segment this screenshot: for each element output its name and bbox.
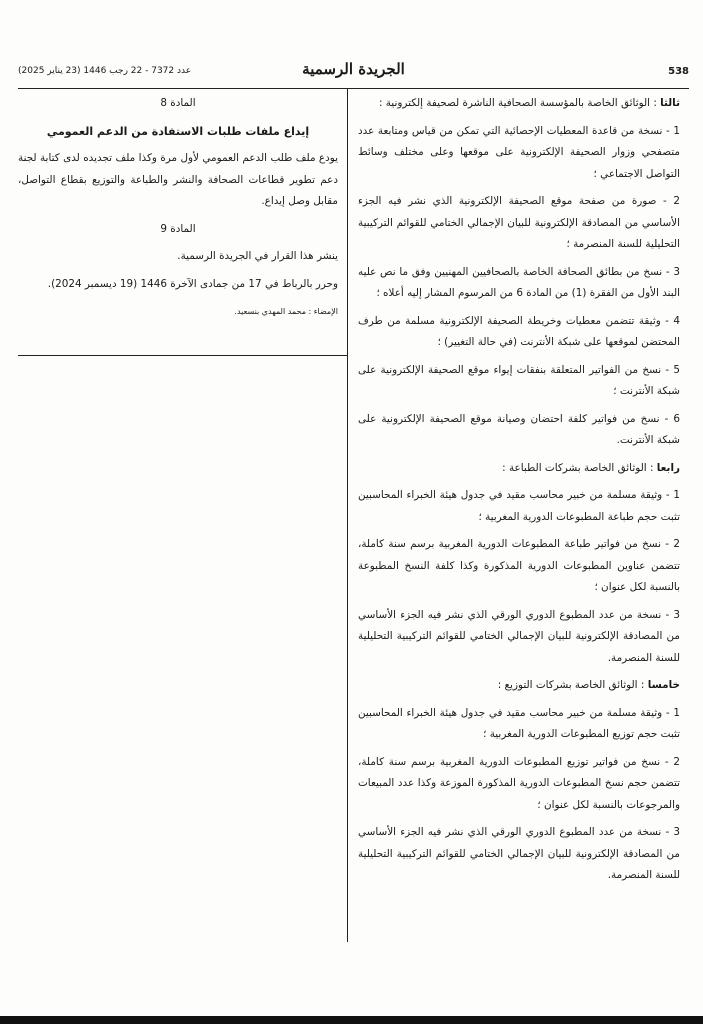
list-item: 1 - نسخة من قاعدة المعطيات الإحصائية التي تمكن من قياس ومتابعة عدد متصفحي وزوار الصحيفة الإلكترونية على موقعها وعلى مختلف وسائط التواصل الاجتماعي ؛ xyxy=(358,124,680,180)
column-divider xyxy=(347,89,348,942)
article-8-label: المادة 8 xyxy=(160,97,196,109)
list-item: 6 - نسخ من فواتير كلفة احتضان وصيانة موقع الصحيفة الإلكترونية على شبكة الأنترنت. xyxy=(358,412,680,446)
article-9-text: ينشر هذا القرار في الجريدة الرسمية. xyxy=(177,250,338,262)
list-item: 2 - نسخ من فواتير طباعة المطبوعات الدورية المغربية برسم سنة كاملة، تتضمن عناوين المطبوعات الدورية المذكورة وكذا كلفة النسخ المطبوعة بالنسبة لكل عنوان ؛ xyxy=(358,538,680,593)
section-lead: رابعا xyxy=(656,461,680,474)
page-number: 538 xyxy=(668,66,689,77)
gazette-title: الجريدة الرسمية xyxy=(302,60,405,78)
section-title: : الوثائق الخاصة بشركات الطباعة : xyxy=(502,461,657,474)
article-8-text: يودع ملف طلب الدعم العمومي لأول مرة وكذا ملف تجديده لدى كتابة لجنة دعم تطوير قطاعات الصحافة والنشر والطباعة والتوزيع بقطاع التواصل، مقابل وصل إيداع. xyxy=(18,152,338,207)
list-item: 3 - نسخ من بطائق الصحافة الخاصة بالصحافيين المهنيين وفق ما نص عليه البند الأول من الفقرة (1) من المادة 6 من المرسوم المشار إليه أعلاه ؛ xyxy=(358,265,680,299)
section-heading-5 xyxy=(358,675,680,697)
list-item: 3 - نسخة من عدد المطبوع الدوري الورقي الذي نشر فيه الجزء الأساسي من المصادقة الإلكترونية للبيان الإجمالي الختامي للقوائم التركيبية التحليلية للسنة المنصرمة. xyxy=(358,608,680,664)
dated-line: وحرر بالرباط في 17 من جمادى الآخرة 1446 (19 ديسمبر 2024). xyxy=(47,277,338,290)
left-column-end-rule xyxy=(18,355,347,356)
article-9-label: المادة 9 xyxy=(160,222,196,235)
page-header xyxy=(18,60,689,86)
article-8-title: إيداع ملفات طلبات الاستفادة من الدعم العمومي xyxy=(46,124,310,138)
list-item: 1 - وثيقة مسلمة من خبير محاسب مقيد في جدول هيئة الخبراء المحاسبين تثبت حجم توزيع المطبوعات الدورية المغربية ؛ xyxy=(358,706,680,740)
section-heading-3 xyxy=(358,93,680,115)
list-item: 2 - نسخ من فواتير توزيع المطبوعات الدورية المغربية برسم سنة كاملة، تتضمن حجم نسخ المطبوعات الدورية المذكورة الموزعة وكذا عدد المبيعات والمرجوعات بالنسبة لكل عنوان ؛ xyxy=(358,755,680,811)
section-lead: ثالثا xyxy=(660,97,680,109)
signature: الإمضاء : محمد المهدي بنسعيد. xyxy=(234,307,338,316)
left-column xyxy=(18,93,338,329)
right-column xyxy=(358,93,680,893)
issue-info: عدد 7372 - 22 رجب 1446 (23 يناير 2025) xyxy=(18,66,192,76)
bottom-bar xyxy=(0,1016,703,1024)
header-rule xyxy=(18,88,689,89)
section-title: : الوثائق الخاصة بالمؤسسة الصحافية الناشرة لصحيفة إلكترونية : xyxy=(378,97,661,109)
list-item: 4 - وثيقة تتضمن معطيات وخريطة الصحيفة الإلكترونية مسلمة من طرف المحتضن لموقعها على شبكة الأنترنت (في حالة التغيير) ؛ xyxy=(358,314,680,348)
list-item: 2 - صورة من صفحة موقع الصحيفة الإلكترونية الذي نشر فيه الجزء الأساسي من المصادقة الإلكترونية للبيان الإجمالي الختامي للقوائم التركيبية التحليلية للسنة المنصرمة ؛ xyxy=(358,195,680,250)
section-heading-4 xyxy=(358,458,680,480)
section-title: : الوثائق الخاصة بشركات التوزيع : xyxy=(497,679,648,691)
list-item: 5 - نسخ من الفواتير المتعلقة بنفقات إيواء موقع الصحيفة الإلكترونية على شبكة الأنترنت ؛ xyxy=(358,363,680,397)
list-item: 1 - وثيقة مسلمة من خبير محاسب مقيد في جدول هيئة الخبراء المحاسبين تثبت حجم طباعة المطبوعات الدورية المغربية ؛ xyxy=(358,489,680,523)
list-item: 3 - نسخة من عدد المطبوع الدوري الورقي الذي نشر فيه الجزء الأساسي من المصادقة الإلكترونية للبيان الإجمالي الختامي للقوائم التركيبية التحليلية للسنة المنصرمة. xyxy=(358,826,680,881)
section-lead: خامسا xyxy=(647,679,680,691)
